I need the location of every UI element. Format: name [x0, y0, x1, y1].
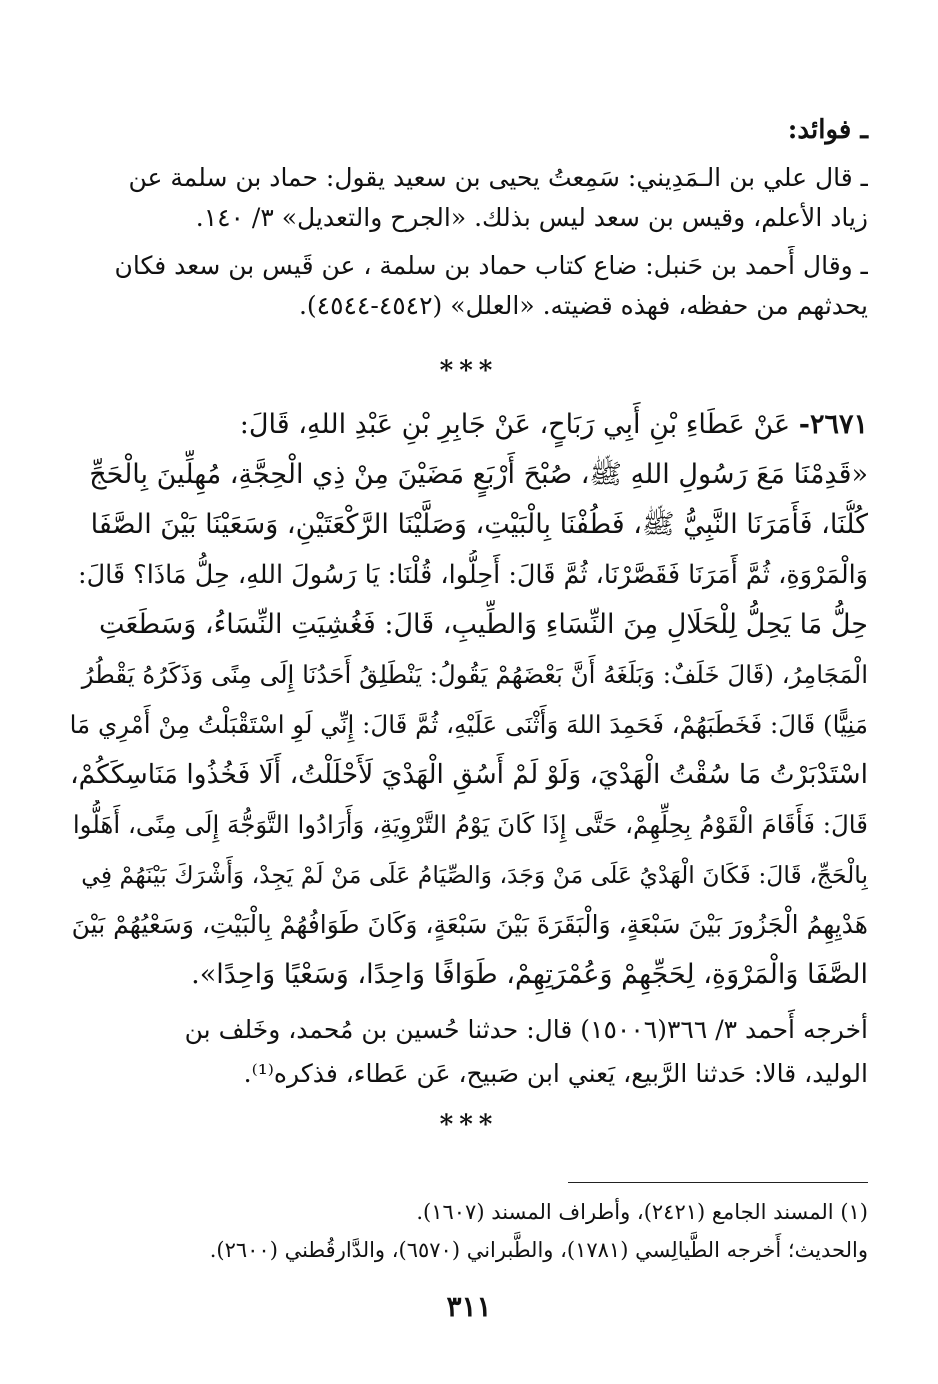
- benefit-paragraph-madini: [68, 158, 868, 238]
- hadith-line: قَالَ: فَأَقَامَ الْقَوْمُ بِحِلِّهِمْ، حَتَّى إِذَا كَانَ يَوْمُ التَّرْوِيَةِ، وَأَرَادُوا التَّوَجُّهَ إِلَى مِنًى، أَهَلُّوا: [72, 810, 868, 839]
- footnote-line: والحديث؛ أَخرجه الطَّيالِسي (١٧٨١)، والطَّبراني (٦٥٧٠)، والدَّارقُطني (٢٦٠٠).: [209, 1238, 868, 1262]
- hadith-line: حِلُّ مَا يَحِلُّ لِلْحَلَالِ مِنَ النِّسَاءِ وَالطِّيبِ، قَالَ: فَغُشِيَتِ النِّسَاءُ، وَسَطَعَتِ: [98, 609, 868, 640]
- benefits-heading: ـ فوائد:: [787, 115, 868, 145]
- footnote-divider: [568, 1182, 868, 1183]
- hadith-first-line: [68, 400, 868, 450]
- hadith-line: بِالْحَجِّ، قَالَ: فَكَانَ الْهَدْيُ عَلَى مَنْ وَجَدَ، وَالصِّيَامُ عَلَى مَنْ لَمْ يَجِدْ، وَأَشْرَكَ بَيْنَهُمْ فِي: [81, 861, 868, 889]
- hadith-line: مَنِيًّا) قَالَ: فَخَطَبَهُمْ، فَحَمِدَ اللهَ وَأَثْنَى عَلَيْهِ، ثُمَّ قَالَ: إِنِّي لَوِ اسْتَقْبَلْتُ مِنْ أَمْرِي مَا: [69, 710, 868, 739]
- benefit-line: زياد الأعلم، وقيس بن سعد ليس بذلك. «الجرح والتعديل» ٣/ ١٤٠.: [195, 203, 868, 232]
- benefit-paragraph-hanbal: [68, 246, 868, 326]
- takhrij-line: الوليد، قالا: حَدثنا الرَّبيع، يَعني ابن صَبيح، عَن عَطاء، فذكره⁽¹⁾.: [243, 1059, 868, 1088]
- section-separator: ***: [439, 356, 499, 386]
- benefit-line: ـ قال علي بن الـمَدِيني: سَمِعتُ يحيى بن سعيد يقول: حماد بن سلمة عن: [128, 163, 868, 192]
- hadith-line: هَدْيِهِمُ الْجَزُورَ بَيْنَ سَبْعَةٍ، وَالْبَقَرَةَ بَيْنَ سَبْعَةٍ، وَكَانَ طَوَافُهُمْ بِالْبَيْتِ، وَسَعْيُهُمْ بَيْنَ: [71, 910, 868, 939]
- hadith-line: الصَّفَا وَالْمَرْوَةِ، لِحَجِّهِمْ وَعُمْرَتِهِمْ، طَوَافًا وَاحِدًا، وَسَعْيًا وَاحِدًا».: [191, 959, 868, 990]
- hadith-line: «قَدِمْنَا مَعَ رَسُولِ اللهِ ﷺ، صُبْحَ أَرْبَعٍ مَضَيْنَ مِنْ ذِي الْحِجَّةِ، مُهِلِّينَ بِالْحَجِّ: [89, 459, 868, 490]
- footnote-line: (١) المسند الجامع (٢٤٢١)، وأطراف المسند (١٦٠٧).: [416, 1200, 868, 1224]
- hadith-text: [68, 400, 868, 1000]
- benefit-line: يحدثهم من حفظه، فهذه قضيته. «العلل» (٤٥٤٢-٤٥٤٤).: [298, 291, 868, 320]
- hadith-isnad: عَنْ عَطَاءِ بْنِ أَبِي رَبَاحٍ، عَنْ جَابِرِ بْنِ عَبْدِ اللهِ، قَالَ:: [239, 409, 791, 440]
- benefits-section: [68, 158, 868, 334]
- benefit-line: ـ وقال أَحمد بن حَنبل: ضاع كتاب حماد بن سلمة ، عن قَيس بن سعد فكان: [114, 251, 868, 280]
- hadith-line: كُلُّنَا، فَأَمَرَنَا النَّبِيُّ ﷺ، فَطُفْنَا بِالْبَيْتِ، وَصَلَّيْنَا الرَّكْعَتَيْنِ، وَسَعَيْنَا بَيْنَ الصَّفَا: [90, 509, 868, 540]
- footnotes: [68, 1193, 868, 1269]
- section-separator: ***: [439, 1110, 499, 1140]
- takhrij-section: [68, 1008, 868, 1096]
- takhrij-line: أخرجه أَحمد ٣/ ٣٦٦(١٥٠٠٦) قال: حدثنا حُسين بن مُحمد، وخَلف بن: [184, 1015, 868, 1044]
- hadith-line: الْمَجَامِرُ، (قَالَ خَلَفٌ: وَبَلَغَهُ أَنَّ بَعْضَهُمْ يَقُولُ: يَنْطَلِقُ أَحَدُنَا إِلَى مِنًى وَذَكَرُهُ يَقْطُرُ: [81, 660, 868, 689]
- hadith-line: وَالْمَرْوَةِ، ثُمَّ أَمَرَنَا فَقَصَّرْنَا، ثُمَّ قَالَ: أَحِلُّوا، قُلْنَا: يَا رَسُولَ اللهِ، حِلُّ مَاذَا؟ قَالَ:: [78, 560, 868, 590]
- hadith-number: ٢٦٧١-: [798, 409, 868, 440]
- hadith-line: اسْتَدْبَرْتُ مَا سُقْتُ الْهَدْيَ، وَلَوْ لَمْ أَسُقِ الْهَدْيَ لَأَحْلَلْتُ، أَلَا فَخُذُوا مَنَاسِكَكُمْ،: [70, 759, 868, 790]
- page-number: ٣١١: [446, 1290, 492, 1323]
